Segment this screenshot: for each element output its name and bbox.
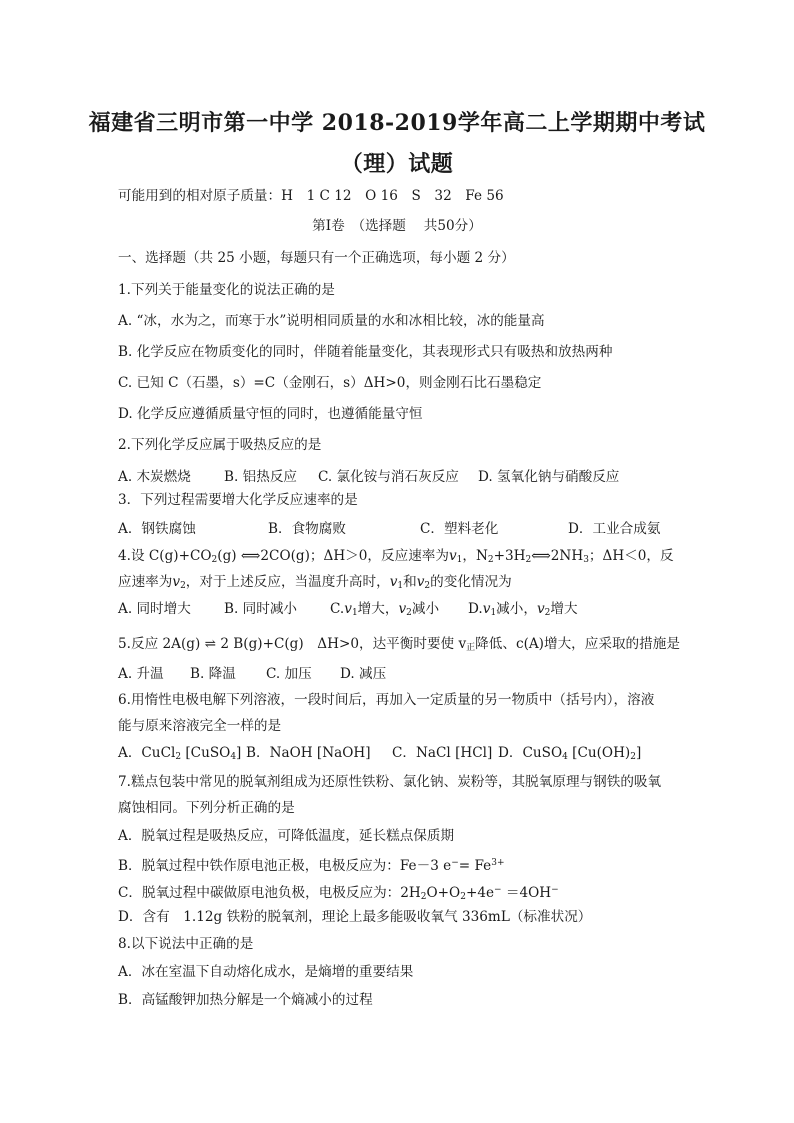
question-7-stem-line-1: 7.糕点包装中常见的脱氧剂组成为还原性铁粉、氯化钠、炭粉等，其脱氧原理与钢铁的吸氧 bbox=[118, 774, 662, 790]
reversible-arrow: ⇌ bbox=[204, 636, 216, 652]
question-6-stem-line-2: 能与原来溶液完全一样的是 bbox=[118, 718, 282, 734]
question-5-stem: 5.反应 2A(g) ⇌ 2 B(g)+C(g) ΔH>0，达平衡时要使 $v_正$降低、c(A)增大，应采取的措施是 bbox=[118, 636, 680, 653]
question-3-option-a: A．钢铁腐蚀 bbox=[118, 521, 196, 537]
question-3-option-d: D．工业合成氨 bbox=[568, 521, 661, 537]
question-5-option-c: C. 加压 bbox=[266, 666, 312, 682]
question-7-option-b: B．脱氧过程中铁作原电池正极，电极反应为：Fe－3 $e^-= Fe^{3+}$ bbox=[118, 858, 505, 874]
question-2-stem: 2.下列化学反应属于吸热反应的是 bbox=[118, 437, 322, 453]
question-4-option-d: $D.v_1$减小，$v_2$增大 bbox=[468, 601, 578, 618]
question-4-stem-line-2: 应速率为$v_2$，对于上述反应，当温度升高时，$v_1$和$v_2$的变化情况为 bbox=[118, 574, 512, 591]
question-2-option-c: C. 氯化铵与消石灰反应 bbox=[318, 469, 459, 485]
question-1-option-a: A. “冰，水为之，而寒于水”说明相同质量的水和冰相比较，冰的能量高 bbox=[118, 313, 545, 329]
section-header: 一、选择题（共 25 小题，每题只有一个正确选项，每小题 2 分） bbox=[118, 250, 515, 266]
question-3-option-b: B．食物腐败 bbox=[268, 521, 346, 537]
question-4-option-c: $C.v_1$增大，$v_2$减小 bbox=[330, 601, 440, 618]
volume-header: 第Ⅰ卷 （选择题 共50分） bbox=[312, 218, 482, 234]
equilibrium-arrow: ⟺ bbox=[531, 548, 551, 564]
question-1-stem: 1.下列关于能量变化的说法正确的是 bbox=[118, 282, 335, 298]
question-1-option-d: D. 化学反应遵循质量守恒的同时，也遵循能量守恒 bbox=[118, 406, 423, 422]
question-1-option-b: B. 化学反应在物质变化的同时，伴随着能量变化，其表现形式只有吸热和放热两种 bbox=[118, 344, 613, 360]
question-2-option-a: A. 木炭燃烧 bbox=[118, 469, 191, 485]
question-7-option-d: D．含有 1.12g 铁粉的脱氧剂，理论上最多能吸收氧气 336mL（标准状况） bbox=[118, 909, 592, 925]
question-7-stem-line-2: 腐蚀相同。下列分析正确的是 bbox=[118, 800, 295, 816]
question-6-stem-line-1: 6.用惰性电极电解下列溶液，一段时间后，再加入一定质量的另一物质中（括号内），溶液 bbox=[118, 692, 655, 708]
question-6-option-b: B．NaOH [NaOH] bbox=[246, 745, 371, 761]
question-1-option-c: C. 已知 C（石墨，s）=C（金刚石，s）ΔH>0，则金刚石比石墨稳定 bbox=[118, 375, 542, 391]
question-2-option-d: D. 氢氧化钠与硝酸反应 bbox=[478, 469, 620, 485]
question-3-stem: 3．下列过程需要增大化学反应速率的是 bbox=[118, 492, 358, 508]
question-8-option-a: A．冰在室温下自动熔化成水，是熵增的重要结果 bbox=[118, 964, 414, 980]
question-6-option-c: C．NaCl [HCl] bbox=[392, 745, 493, 761]
question-5-option-a: A. 升温 bbox=[118, 666, 164, 682]
question-7-option-c: C．脱氧过程中碳做原电池负极，电极反应为：$2H_2O+O_2+4e^- =4OH^-$ bbox=[118, 885, 559, 902]
question-4-option-a: A. 同时增大 bbox=[118, 601, 191, 617]
exam-subtitle: （理）试题 bbox=[340, 151, 454, 177]
question-5-option-b: B. 降温 bbox=[190, 666, 236, 682]
question-4-stem-line-1: 4.设 $C(g)+CO_2(g)$ ⟺2CO(g)；ΔH＞0，反应速率为$v_1$，$N_2+3H_2⟺2NH_3$；ΔH＜0，反 bbox=[118, 548, 674, 565]
question-5-option-d: D. 减压 bbox=[340, 666, 387, 682]
question-6-option-a: A．CuCl$_2$ [CuSO$_4$] bbox=[118, 745, 242, 762]
atomic-masses: 可能用到的相对原子质量：H 1 C 12 O 16 S 32 Fe 56 bbox=[118, 188, 504, 204]
question-4-option-b: B. 同时减小 bbox=[224, 601, 298, 617]
question-3-option-c: C．塑料老化 bbox=[420, 521, 499, 537]
question-2-option-b: B. 铝热反应 bbox=[224, 469, 298, 485]
question-8-option-b: B．高锰酸钾加热分解是一个熵减小的过程 bbox=[118, 992, 373, 1008]
question-8-stem: 8.以下说法中正确的是 bbox=[118, 936, 254, 952]
equilibrium-arrow: ⟺ bbox=[240, 548, 261, 564]
question-6-option-d: D．CuSO$_4$ $[Cu(OH)_2]$ bbox=[498, 745, 642, 762]
question-7-option-a: A．脱氧过程是吸热反应，可降低温度，延长糕点保质期 bbox=[118, 828, 455, 844]
exam-title: 福建省三明市第一中学 2018-2019学年高二上学期期中考试 bbox=[88, 110, 706, 136]
